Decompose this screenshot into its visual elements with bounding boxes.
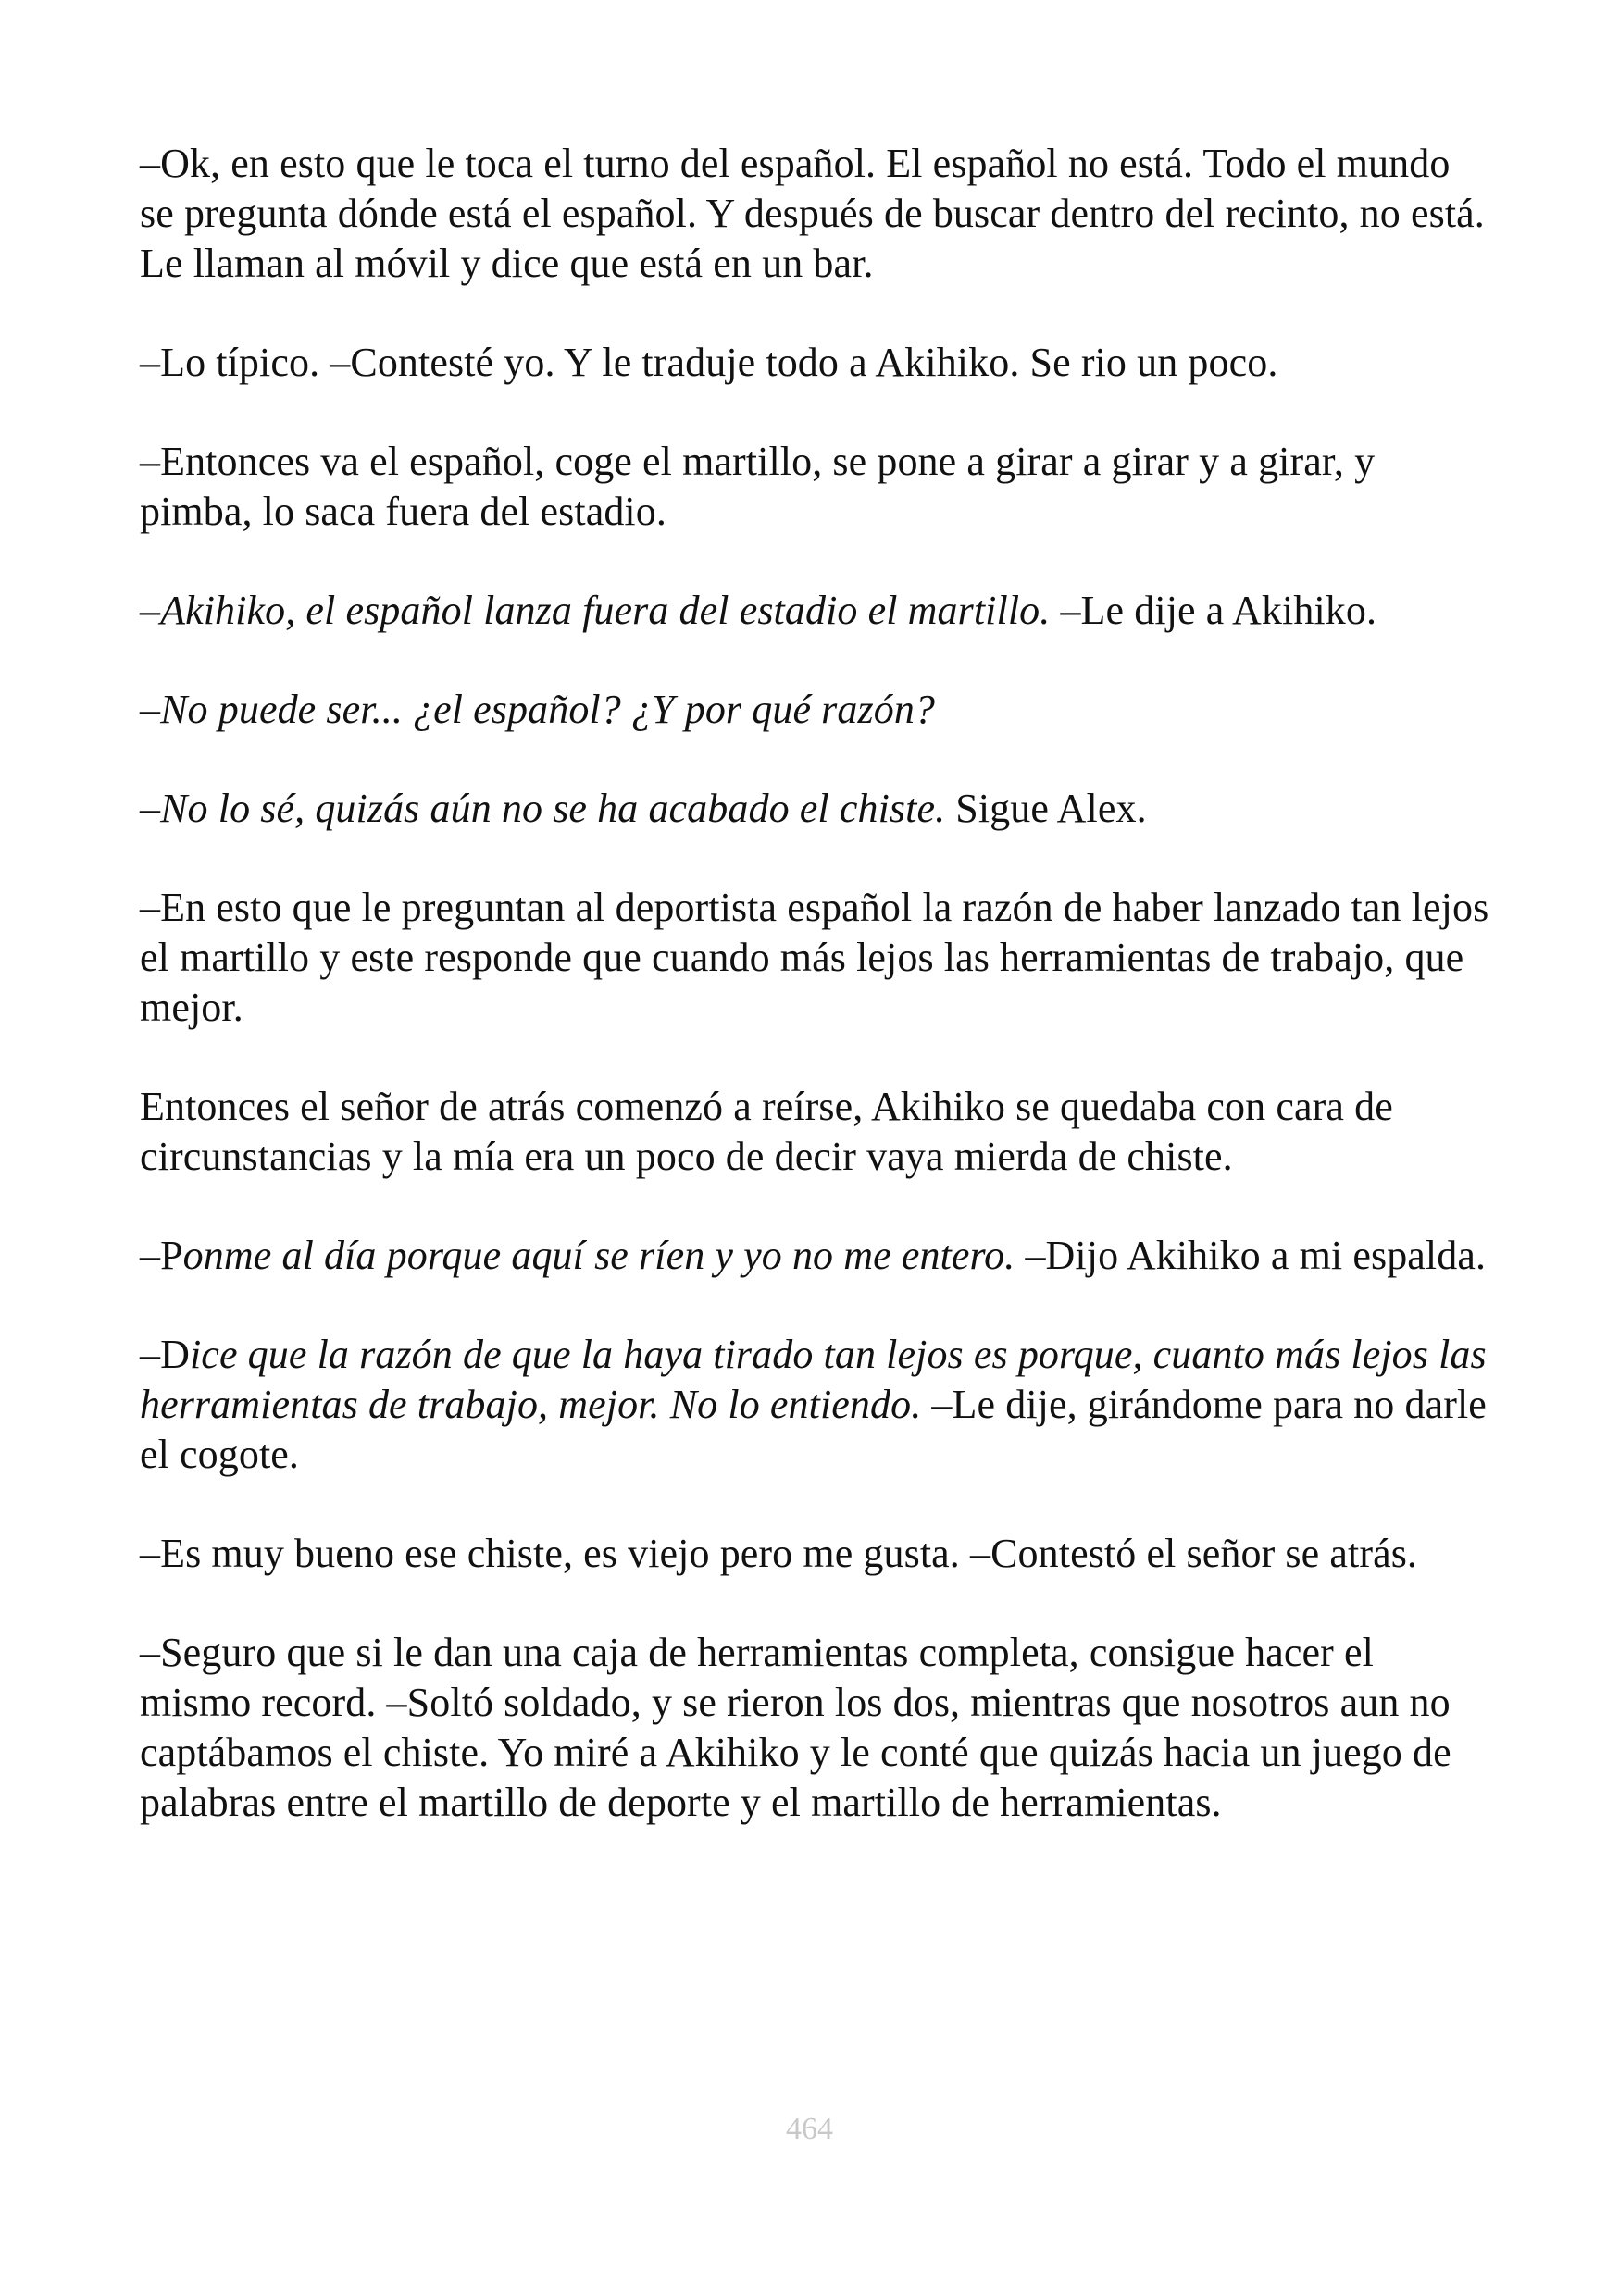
paragraph-text: –Le dije a Akihiko.: [1050, 588, 1377, 633]
paragraph-text: –Es muy bueno ese chiste, es viejo pero me gusta. –Contestó el señor se atrás.: [140, 1531, 1418, 1576]
paragraph-text: Sigue Alex.: [945, 786, 1147, 831]
paragraph-text: –Entonces va el español, coge el martillo, se pone a girar a girar y a girar, y pimba, lo saca fuera del estadio.: [140, 439, 1376, 534]
paragraph-italic-text: No lo sé, quizás aún no se ha acabado el chiste.: [160, 786, 946, 831]
paragraph-italic-text: Akihiko, el español lanza fuera del estadio el martillo.: [160, 588, 1051, 633]
paragraph-11: [140, 1529, 1491, 1579]
paragraph-text: –En esto que le preguntan al deportista español la razón de haber lanzado tan lejos el martillo y este responde que cuando más lejos las herramientas de trabajo, que mejor.: [140, 885, 1489, 1030]
paragraph-2: [140, 338, 1491, 388]
paragraph-italic-text: onme al día porque aquí se ríen y yo no me entero.: [182, 1233, 1015, 1278]
paragraph-text: –P: [140, 1233, 183, 1278]
paragraph-text: –: [140, 588, 161, 633]
paragraph-text: –: [140, 687, 161, 732]
paragraph-text: Entonces el señor de atrás comenzó a reírse, Akihiko se quedaba con cara de circunstancias y la mía era un poco de decir vaya mierda de chiste.: [140, 1084, 1393, 1179]
paragraph-4: [140, 586, 1491, 636]
paragraph-3: [140, 437, 1491, 537]
paragraph-text: –Le dije, girándome para no darle el cogote.: [140, 1382, 1487, 1477]
paragraph-5: [140, 685, 1491, 735]
paragraph-italic-text: No puede ser... ¿el español? ¿Y por qué razón?: [160, 687, 936, 732]
paragraph-text: –Seguro que si le dan una caja de herramientas completa, consigue hacer el mismo record. –Soltó soldado, y se rieron los dos, mientras que nosotros aun no captábamos el chiste. Yo miré a Akihiko y le conté que quizás hacia un juego de palabras entre el martillo de deporte y el martillo de herramientas.: [140, 1630, 1451, 1825]
paragraph-6: [140, 784, 1491, 834]
paragraph-text: –Dijo Akihiko a mi espalda.: [1015, 1233, 1487, 1278]
paragraph-text: –: [140, 786, 161, 831]
page-body: [140, 139, 1491, 1877]
paragraph-1: [140, 139, 1491, 289]
paragraph-text: –Ok, en esto que le toca el turno del español. El español no está. Todo el mundo se pregunta dónde está el español. Y después de buscar dentro del recinto, no está. Le llaman al móvil y dice que está en un bar.: [140, 141, 1485, 286]
paragraph-text: –D: [140, 1332, 190, 1377]
paragraph-9: [140, 1231, 1491, 1281]
page-number: 464: [786, 2112, 833, 2146]
paragraph-7: [140, 883, 1491, 1033]
paragraph-text: –Lo típico. –Contesté yo. Y le traduje todo a Akihiko. Se rio un poco.: [140, 340, 1278, 385]
paragraph-10: [140, 1330, 1491, 1480]
paragraph-italic-text: ice que la razón de que la haya tirado tan lejos es porque, cuanto más lejos las herramientas de trabajo, mejor. No lo entiendo.: [140, 1332, 1487, 1427]
paragraph-12: [140, 1628, 1491, 1828]
paragraph-8: [140, 1082, 1491, 1182]
